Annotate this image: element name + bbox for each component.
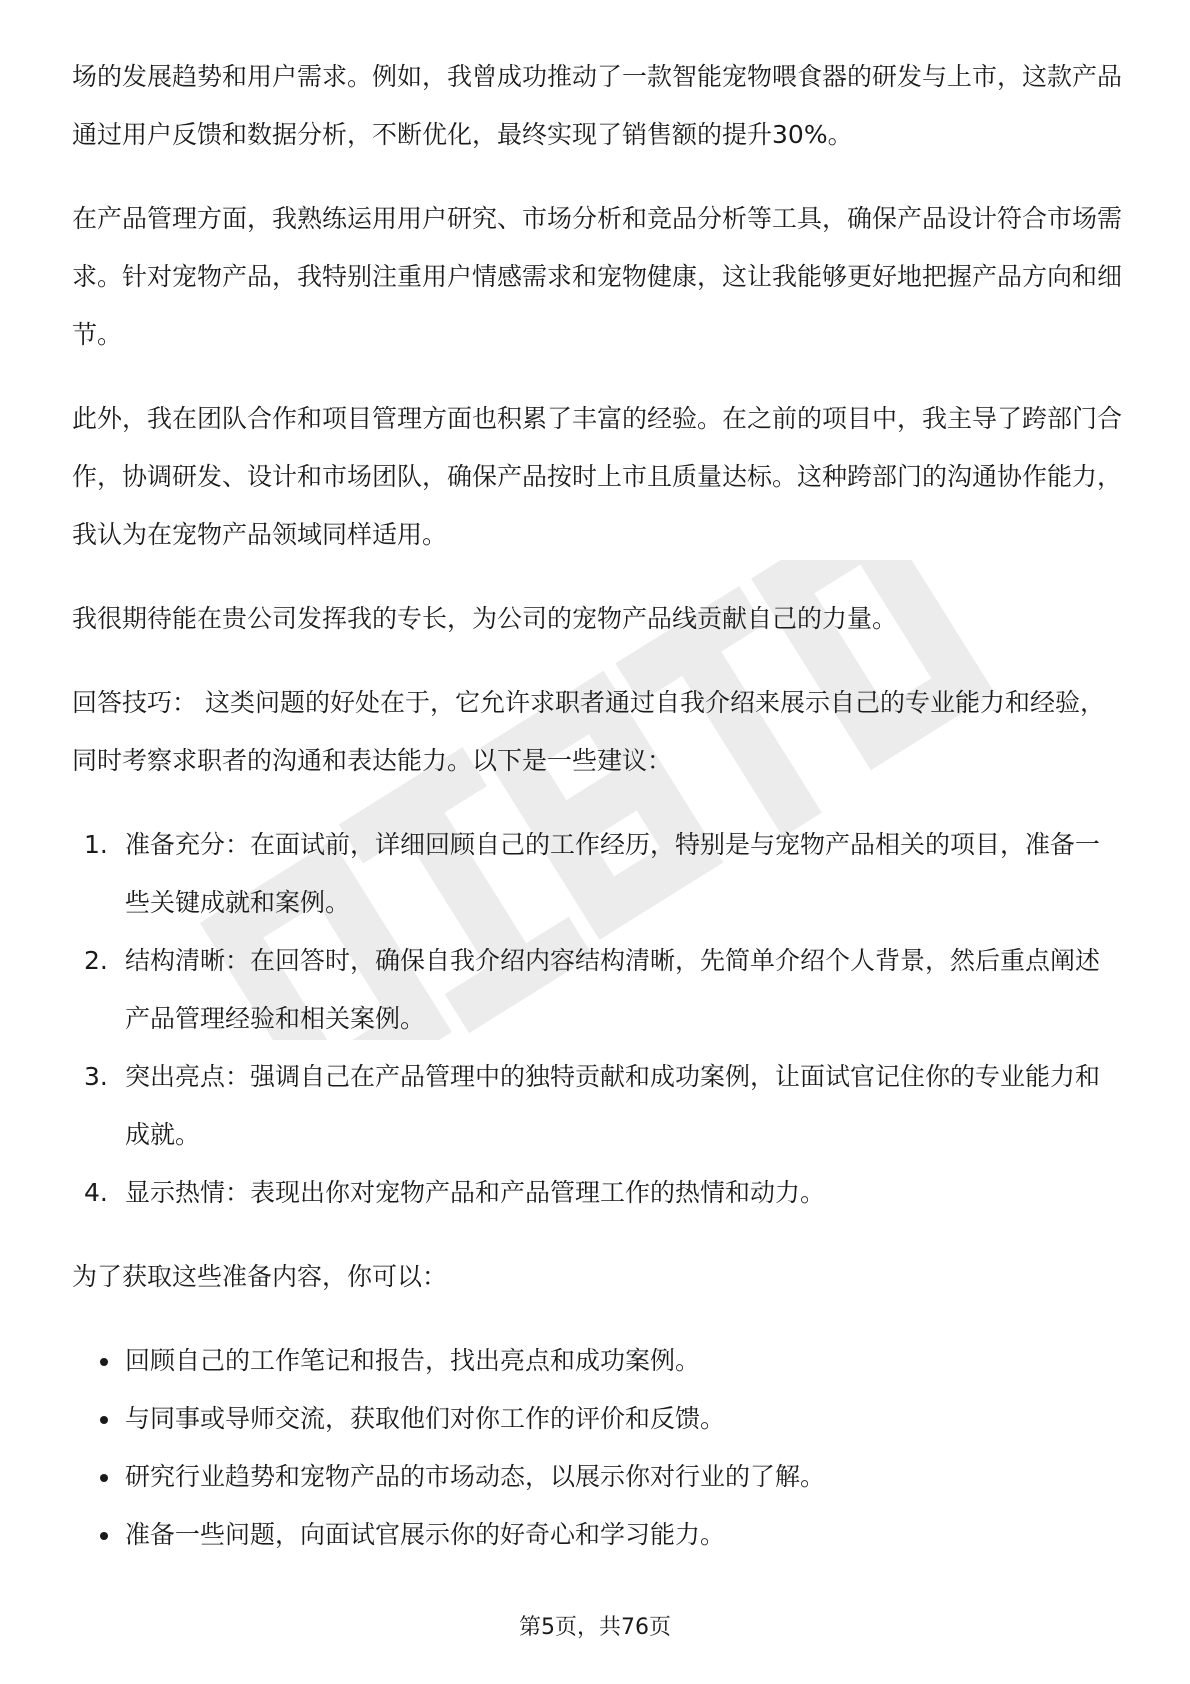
list-item-text: 研究行业趋势和宠物产品的市场动态，以展示你对行业的了解。 bbox=[125, 1462, 826, 1491]
list-number: 4. bbox=[84, 1178, 108, 1207]
list-number: 3. bbox=[84, 1062, 108, 1091]
bullet-icon bbox=[100, 1532, 108, 1540]
document-body bbox=[72, 48, 1124, 1590]
list-item-text: 回顾自己的工作笔记和报告，找出亮点和成功案例。 bbox=[125, 1346, 701, 1375]
paragraph-intro: 场的发展趋势和用户需求。例如，我曾成功推动了一款智能宠物喂食器的研发与上市，这款产品通过用户反馈和数据分析，不断优化，最终实现了销售额的提升30%。 bbox=[72, 62, 1123, 149]
list-item bbox=[72, 1448, 1124, 1506]
list-item-text: 显示热情：表现出你对宠物产品和产品管理工作的热情和动力。 bbox=[125, 1178, 826, 1207]
list-item bbox=[72, 1164, 1124, 1222]
list-item-text: 准备一些问题，向面试官展示你的好奇心和学习能力。 bbox=[125, 1520, 726, 1549]
list-item-text: 突出亮点：强调自己在产品管理中的独特贡献和成功案例，让面试官记住你的专业能力和成就。 bbox=[125, 1062, 1101, 1149]
bullet-icon bbox=[100, 1474, 108, 1482]
list-item bbox=[72, 1332, 1124, 1390]
bullet-icon bbox=[100, 1416, 108, 1424]
list-item-text: 结构清晰：在回答时，确保自我介绍内容结构清晰，先简单介绍个人背景，然后重点阐述产品管理经验和相关案例。 bbox=[125, 946, 1101, 1033]
list-item-text: 准备充分：在面试前，详细回顾自己的工作经历，特别是与宠物产品相关的项目，准备一些关键成就和案例。 bbox=[125, 830, 1101, 917]
bullet-icon bbox=[100, 1358, 108, 1366]
list-number: 2. bbox=[84, 946, 108, 975]
list-item bbox=[72, 932, 1124, 1048]
list-item bbox=[72, 816, 1124, 932]
list-number: 1. bbox=[84, 830, 108, 859]
list-item bbox=[72, 1390, 1124, 1448]
paragraph-teamwork: 此外，我在团队合作和项目管理方面也积累了丰富的经验。在之前的项目中，我主导了跨部门合作，协调研发、设计和市场团队，确保产品按时上市且质量达标。这种跨部门的沟通协作能力，我认为在宠物产品领域同样适用。 bbox=[72, 404, 1123, 549]
paragraph-product-management: 在产品管理方面，我熟练运用用户研究、市场分析和竞品分析等工具，确保产品设计符合市场需求。针对宠物产品，我特别注重用户情感需求和宠物健康，这让我能够更好地把握产品方向和细节。 bbox=[72, 204, 1123, 349]
list-item bbox=[72, 1506, 1124, 1564]
paragraph-expectation: 我很期待能在贵公司发挥我的专长，为公司的宠物产品线贡献自己的力量。 bbox=[72, 604, 898, 633]
list-item-text: 与同事或导师交流，获取他们对你工作的评价和反馈。 bbox=[125, 1404, 726, 1433]
page-number: 第5页，共76页 bbox=[519, 1615, 671, 1640]
paragraph-prep-intro: 为了获取这些准备内容，你可以： bbox=[72, 1262, 448, 1291]
prep-list bbox=[72, 1332, 1124, 1564]
paragraph-answer-tips: 回答技巧： 这类问题的好处在于，它允许求职者通过自我介绍来展示自己的专业能力和经验，同时考察求职者的沟通和表达能力。以下是一些建议： bbox=[72, 688, 1105, 775]
tips-list bbox=[72, 816, 1124, 1222]
list-item bbox=[72, 1048, 1124, 1164]
